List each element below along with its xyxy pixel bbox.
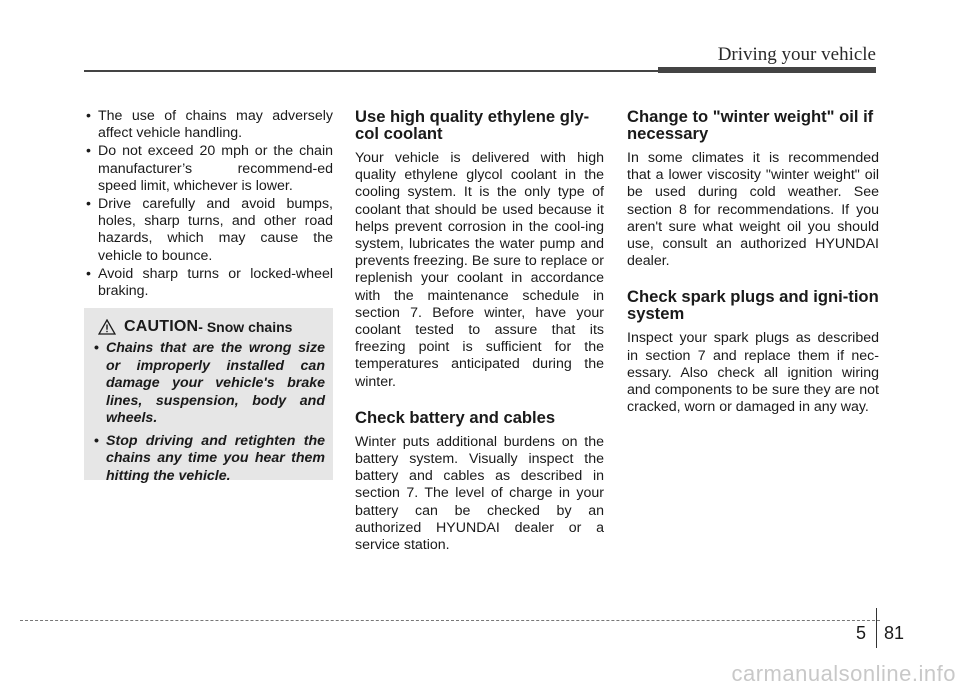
list-item: • Do not exceed 20 mph or the chain manufacturer’s recommend-ed speed limit, whichever is lower. xyxy=(84,143,333,195)
caution-label: CAUTION xyxy=(124,318,199,335)
section-body-battery: Winter puts additional burdens on the battery system. Visually inspect the battery and cables as described in section 7. The level of charge in your battery can be checked by an authorized HYUNDAI dealer or a service station. xyxy=(355,433,604,554)
footer-rule xyxy=(20,620,880,622)
warning-triangle-icon xyxy=(98,319,116,335)
page-number: 81 xyxy=(884,623,905,643)
section-number: 5 xyxy=(856,623,867,643)
section-heading-battery: Check battery and cables xyxy=(355,407,556,427)
column-3 xyxy=(627,108,879,434)
caution-box xyxy=(84,308,333,484)
chain-tips-list xyxy=(84,108,333,300)
caution-item: • Chains that are the wrong size or improperly installed can damage your vehicle's brake lines, suspension, body and wheels. xyxy=(92,340,325,428)
header-rule-accent xyxy=(658,67,876,73)
page-number-separator xyxy=(876,608,877,648)
caution-list xyxy=(92,340,325,485)
page-header-title: Driving your vehicle xyxy=(717,44,876,65)
section-body-coolant: Your vehicle is delivered with high quality ethylene glycol coolant in the cooling system. It is the only type of coolant that should be used because it helps prevent corrosion in the cool-ing system, lubricates the water pump and prevents freezing. Be sure to replace or replenish your coolant in accordance with the maintenance schedule in section 7. Before winter, have your coolant tested to assure that its freezing point is sufficient for the temperatures anticipated during the winter. xyxy=(355,150,604,390)
section-body-spark-plugs: Inspect your spark plugs as described in section 7 and replace them if nec-essary. Also check all ignition wiring and components to be sure they are not cracked, worn or damaged in any way. xyxy=(627,330,879,416)
column-1 xyxy=(84,108,333,301)
caution-header xyxy=(92,318,325,336)
section-heading-coolant: Use high quality ethylene gly-col coolant xyxy=(355,107,590,143)
caution-item: • Stop driving and retighten the chains any time you hear them hitting the vehicle. xyxy=(92,433,325,486)
list-item: • Avoid sharp turns or locked-wheel braking. xyxy=(84,266,333,300)
list-item: • Drive carefully and avoid bumps, holes, sharp turns, and other road hazards, which may cause the vehicle to bounce. xyxy=(84,196,333,265)
section-body-oil: In some climates it is recommended that a lower viscosity "winter weight" oil be used during cold weather. See section 8 for recommendations. If you aren't sure what weight oil you should use, consult an authorized HYUNDAI dealer. xyxy=(627,150,879,270)
column-2 xyxy=(355,108,604,572)
caution-subtitle: - Snow chains xyxy=(198,319,293,335)
section-heading-spark-plugs: Check spark plugs and igni-tion system xyxy=(627,287,879,324)
section-heading-oil: Change to "winter weight" oil if necessary xyxy=(627,107,874,143)
list-item: • The use of chains may adversely affect vehicle handling. xyxy=(84,108,333,142)
watermark: carmanualsonline.info xyxy=(731,661,956,686)
